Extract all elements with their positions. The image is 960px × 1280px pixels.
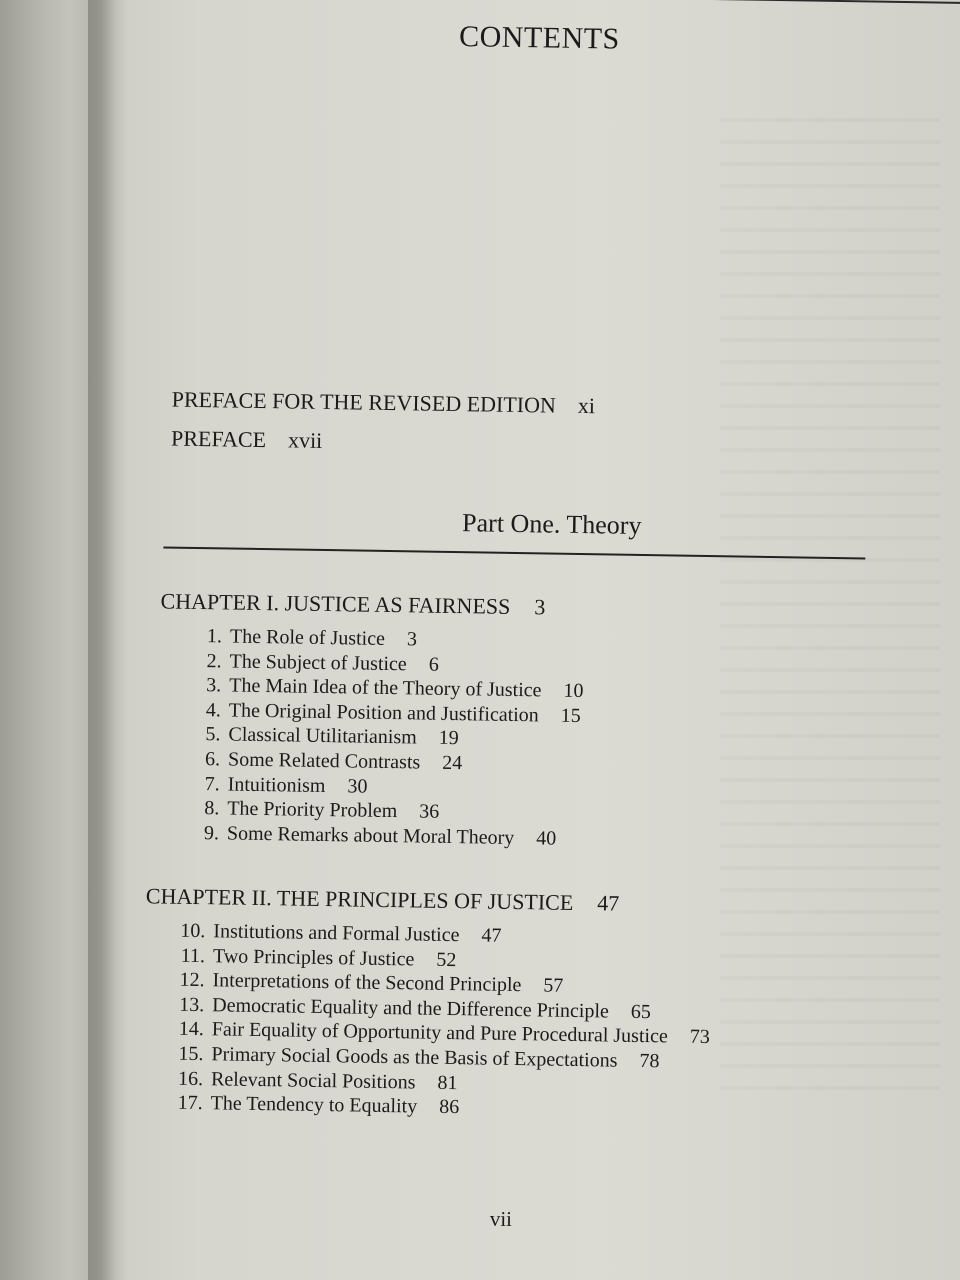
section-page: 52	[436, 948, 457, 971]
section-title: Fair Equality of Opportunity and Pure Procedural Justice	[211, 1018, 668, 1048]
section-number: 2.	[206, 649, 222, 672]
section-page: 73	[689, 1026, 710, 1049]
section-title: Intuitionism	[227, 773, 326, 797]
contents-title: CONTENTS	[458, 20, 621, 56]
section-page: 36	[419, 800, 440, 823]
section-title: Some Remarks about Moral Theory	[226, 822, 515, 849]
chapter-page: 47	[597, 890, 620, 916]
section-number: 13.	[179, 993, 205, 1016]
chapter-heading	[160, 588, 545, 620]
section-number: 1.	[206, 625, 223, 648]
section-page: 40	[536, 827, 557, 850]
section-page: 30	[347, 774, 368, 798]
section-title: The Subject of Justice	[229, 650, 407, 675]
front-matter-page: xvii	[287, 427, 323, 453]
section-number: 9.	[203, 821, 220, 845]
page-number: vii	[489, 1206, 513, 1232]
section-number: 14.	[178, 1018, 205, 1041]
section-page: 78	[639, 1049, 660, 1073]
section-number: 4.	[205, 698, 222, 722]
section-number: 3.	[206, 674, 222, 697]
chapter-heading	[146, 883, 620, 916]
chapter-page: 3	[534, 594, 546, 620]
section-title: Institutions and Formal Justice	[213, 920, 460, 947]
section-title: The Main Idea of the Theory of Justice	[229, 674, 542, 702]
section-number: 15.	[178, 1042, 204, 1066]
section-title: Democratic Equality and the Difference Principle	[212, 994, 610, 1023]
chapter-title: CHAPTER II. THE PRINCIPLES OF JUSTICE	[145, 883, 574, 915]
section-number: 16.	[177, 1067, 204, 1090]
section-title: Some Related Contrasts	[227, 748, 421, 774]
section-page: 15	[560, 704, 581, 727]
section-page: 19	[438, 727, 459, 750]
front-matter-entry	[171, 426, 323, 454]
section-page: 86	[438, 1096, 460, 1119]
section-page: 3	[406, 628, 418, 651]
section-number: 5.	[205, 723, 221, 746]
section-page: 24	[442, 751, 463, 775]
section-page: 81	[437, 1071, 458, 1094]
front-matter-page: xi	[577, 392, 596, 419]
section-number: 8.	[204, 797, 220, 820]
section-title: The Tendency to Equality	[210, 1092, 418, 1118]
front-matter-title: PREFACE FOR THE REVISED EDITION	[171, 386, 557, 418]
section-number: 12.	[179, 968, 205, 992]
section-title: Relevant Social Positions	[210, 1067, 416, 1094]
section-page: 6	[428, 653, 439, 676]
section-number: 17.	[177, 1091, 203, 1115]
top-rule	[470, 0, 960, 4]
section-page: 57	[543, 974, 564, 997]
section-title: Classical Utilitarianism	[228, 723, 417, 749]
section-title: The Role of Justice	[229, 625, 386, 650]
front-matter-entry	[172, 387, 596, 420]
part-rule	[163, 546, 865, 559]
section-title: Interpretations of the Second Principle	[212, 969, 522, 997]
section-number: 11.	[180, 944, 206, 967]
front-matter-title: PREFACE	[170, 425, 267, 453]
chapter-1-sections	[197, 624, 585, 851]
section-title: The Original Position and Justification	[228, 699, 539, 727]
section-title: Primary Social Goods as the Basis of Expectations	[211, 1043, 618, 1072]
section-number: 7.	[204, 772, 220, 795]
chapter-2-sections	[172, 919, 711, 1124]
section-title: Two Principles of Justice	[212, 944, 415, 971]
section-title: The Priority Problem	[227, 797, 398, 823]
chapter-title: CHAPTER I. JUSTICE AS FAIRNESS	[160, 588, 511, 619]
section-page: 47	[481, 924, 502, 947]
section-page: 65	[630, 1000, 652, 1023]
section-number: 10.	[180, 919, 206, 943]
contents-page	[90, 0, 960, 1280]
section-page: 10	[563, 679, 584, 703]
section-entry	[197, 821, 582, 852]
section-number: 6.	[204, 748, 221, 771]
part-heading: Part One. Theory	[461, 508, 642, 540]
